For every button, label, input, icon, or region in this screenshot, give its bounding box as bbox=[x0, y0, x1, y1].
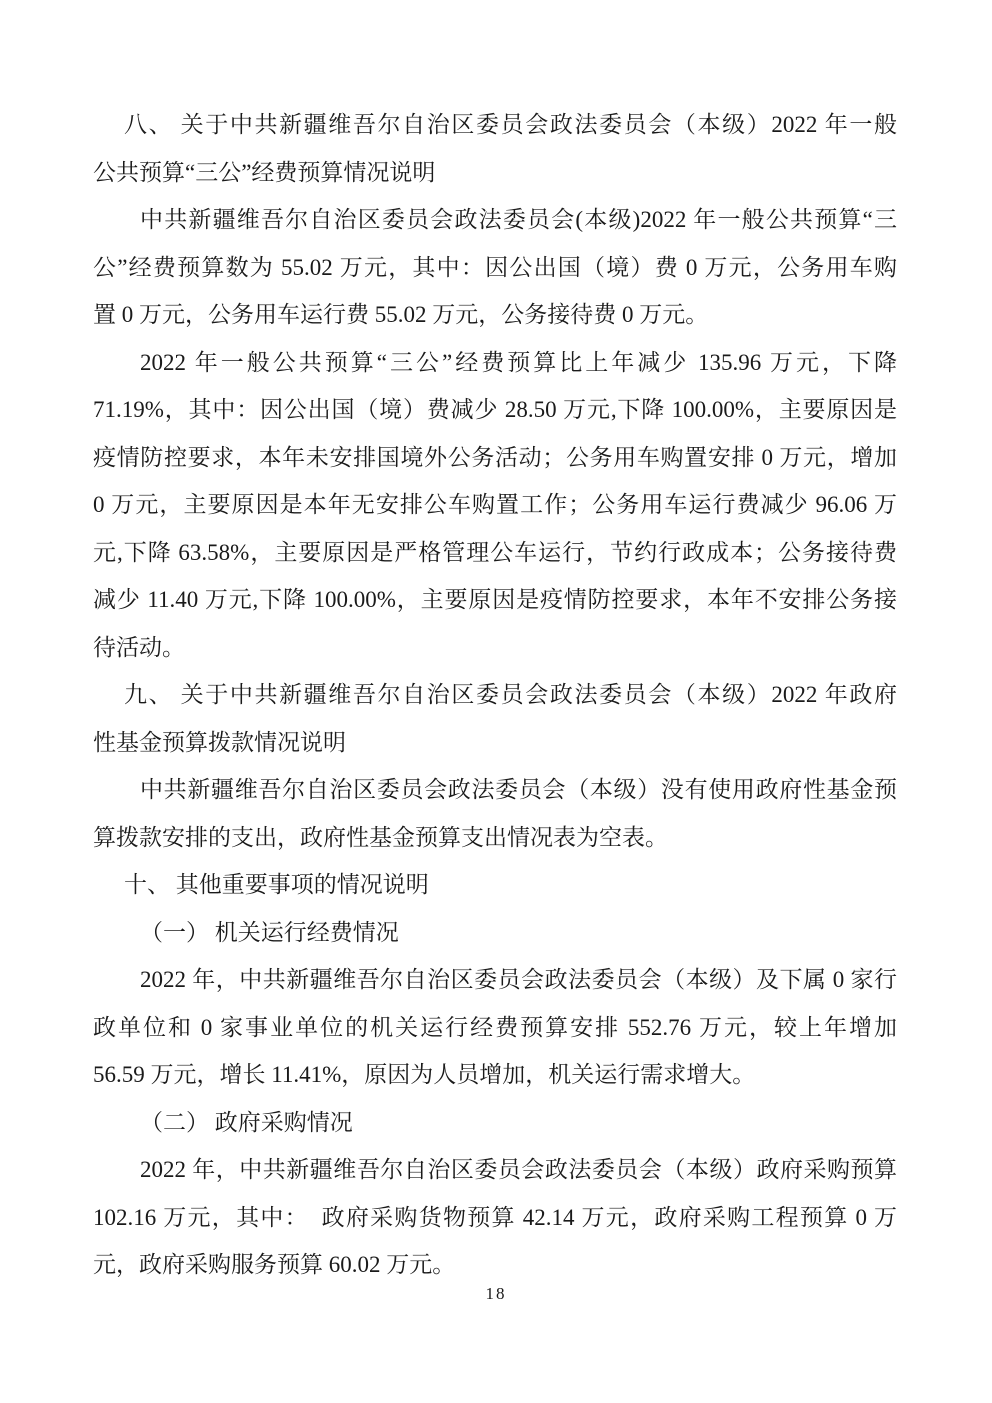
subsection-2-heading-line-1: （二） 政府采购情况 bbox=[140, 1109, 353, 1135]
section-8-heading-line-2: 公共预算“三公”经费预算情况说明 bbox=[93, 159, 436, 185]
para-sangong-change-line-7: 待活动。 bbox=[93, 634, 185, 660]
para-sangong-change-line-6: 减少 11.40 万元,下降 100.00%，主要原因是疫情防控要求，本年不安排公务接 bbox=[93, 587, 897, 612]
section-9-heading-line-1: 九、 关于中共新疆维吾尔自治区委员会政法委员会（本级）2022 年政府 bbox=[124, 682, 897, 707]
section-10-heading-line-1: 十、 其他重要事项的情况说明 bbox=[124, 872, 429, 897]
para-sangong-change-line-3: 疫情防控要求，本年未安排国境外公务活动；公务用车购置安排 0 万元，增加 bbox=[93, 444, 897, 470]
para-operating-expense-line-1: 2022 年，中共新疆维吾尔自治区委员会政法委员会（本级）及下属 0 家行 bbox=[140, 967, 897, 992]
para-procurement-line-2: 102.16 万元，其中： 政府采购货物预算 42.14 万元，政府采购工程预算 0 万 bbox=[93, 1204, 898, 1230]
para-procurement-line-3: 元，政府采购服务预算 60.02 万元。 bbox=[93, 1252, 456, 1277]
para-sangong-change-line-4: 0 万元，主要原因是本年无安排公车购置工作；公务用车运行费减少 96.06 万 bbox=[93, 492, 897, 517]
subsection-1-heading-line-1: （一） 机关运行经费情况 bbox=[140, 919, 399, 945]
document-body bbox=[93, 101, 897, 1289]
para-operating-expense-line-2: 政单位和 0 家事业单位的机关运行经费预算安排 552.76 万元，较上年增加 bbox=[93, 1014, 897, 1040]
para-procurement-line-1: 2022 年，中共新疆维吾尔自治区委员会政法委员会（本级）政府采购预算 bbox=[140, 1157, 897, 1182]
para-operating-expense-line-3: 56.59 万元，增长 11.41%，原因为人员增加，机关运行需求增大。 bbox=[93, 1062, 756, 1087]
section-9-heading-line-2: 性基金预算拨款情况说明 bbox=[93, 729, 346, 755]
para-sangong-change-line-1: 2022 年一般公共预算“三公”经费预算比上年减少 135.96 万元，下降 bbox=[140, 349, 897, 375]
para-sangong-change-line-2: 71.19%，其中：因公出国（境）费减少 28.50 万元,下降 100.00%，主要原因是 bbox=[93, 397, 897, 422]
page-number: 18 bbox=[485, 1284, 507, 1303]
para-sangong-change-line-5: 元,下降 63.58%，主要原因是严格管理公车运行，节约行政成本；公务接待费 bbox=[93, 539, 897, 565]
para-sangong-budget-line-1: 中共新疆维吾尔自治区委员会政法委员会(本级)2022 年一般公共预算“三 bbox=[140, 207, 897, 232]
para-sangong-budget-line-3: 置 0 万元，公务用车运行费 55.02 万元，公务接待费 0 万元。 bbox=[93, 302, 709, 327]
para-government-fund-line-1: 中共新疆维吾尔自治区委员会政法委员会（本级）没有使用政府性基金预 bbox=[140, 777, 897, 802]
section-8-heading-line-1: 八、 关于中共新疆维吾尔自治区委员会政法委员会（本级）2022 年一般 bbox=[124, 112, 897, 137]
para-sangong-budget-line-2: 公”经费预算数为 55.02 万元，其中：因公出国（境）费 0 万元，公务用车购 bbox=[93, 254, 897, 280]
para-government-fund-line-2: 算拨款安排的支出，政府性基金预算支出情况表为空表。 bbox=[93, 824, 668, 850]
